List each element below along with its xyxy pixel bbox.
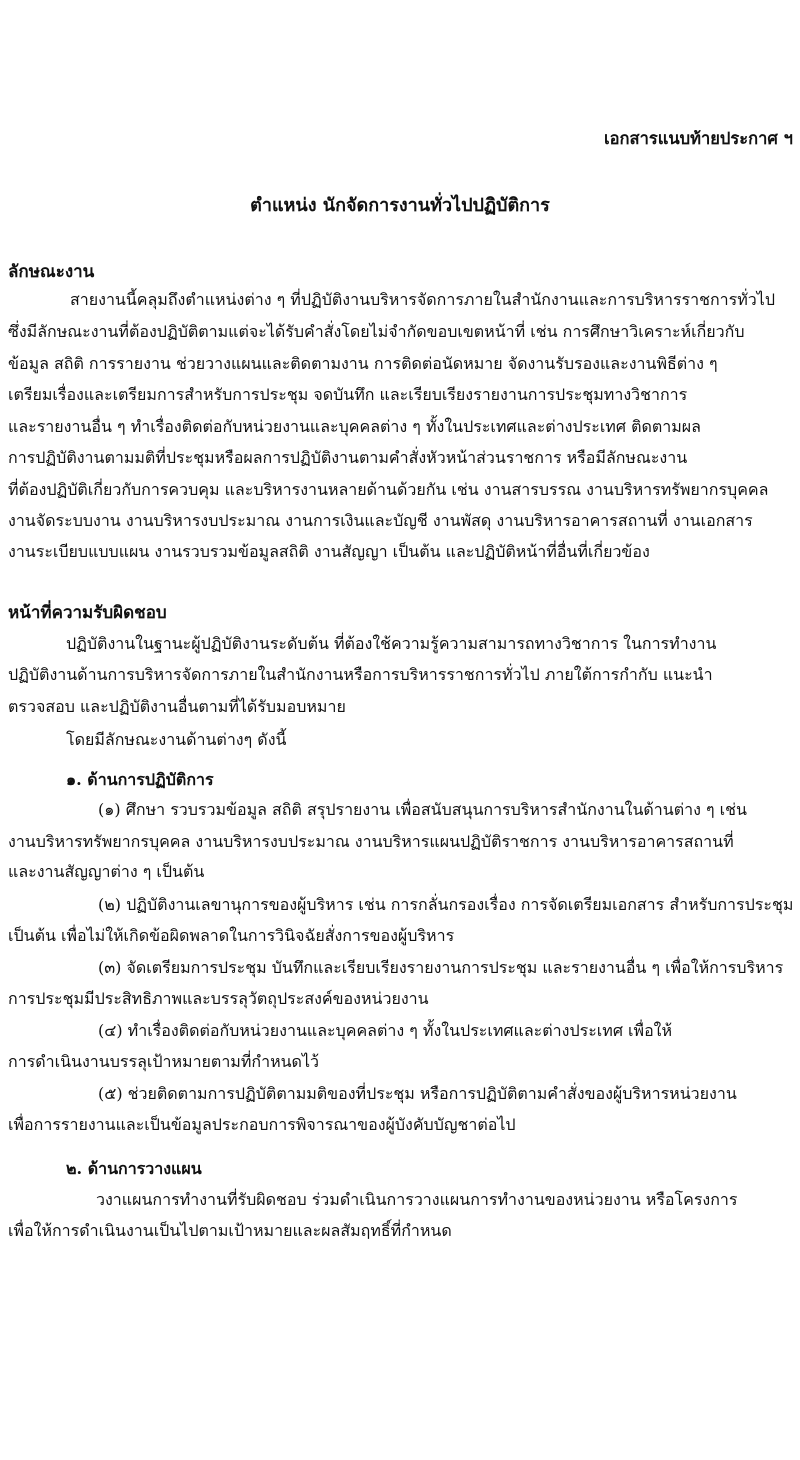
planning-line: วงาแผนการทำงานที่รับผิดชอบ ร่วมดำเนินการวางแผนการทำงานของหน่วยงาน หรือโครงการ: [96, 1190, 738, 1209]
duties-heading: หน้าที่ความรับผิดชอบ: [8, 603, 167, 623]
duties-line: ตรวจสอบ และปฏิบัติงานอื่นตามที่ได้รับมอบหมาย: [8, 697, 346, 716]
operations-item-line: การดำเนินงานบรรลุเป้าหมายตามที่กำหนดไว้: [8, 1052, 319, 1071]
page-title: ตำแหน่ง นักจัดการงานทั่วไปปฏิบัติการ: [250, 195, 550, 216]
planning-line: เพื่อให้การดำเนินงานเป็นไปตามเป้าหมายและผลสัมฤทธิ์ที่กำหนด: [8, 1221, 452, 1240]
operations-item-line: (๑) ศึกษา รวบรวมข้อมูล สถิติ สรุปรายงาน เพื่อสนับสนุนการบริหารสำนักงานในด้านต่าง ๆ เช่น: [98, 800, 747, 819]
nature-line: และรายงานอื่น ๆ ทำเรื่องติดต่อกับหน่วยงานและบุคคลต่าง ๆ ทั้งในประเทศและต่างประเทศ ติดตามผล: [8, 417, 701, 436]
duties-line: ปฏิบัติงานในฐานะผู้ปฏิบัติงานระดับต้น ที่ต้องใช้ความรู้ความสามารถทางวิชาการ ในการทำงาน: [66, 634, 717, 653]
nature-line: เตรียมเรื่องและเตรียมการสำหรับการประชุม จดบันทึก และเรียบเรียงรายงานการประชุมทางวิชาการ: [8, 385, 688, 404]
nature-line: ซึ่งมีลักษณะงานที่ต้องปฏิบัติตามแต่จะได้รับคำสั่งโดยไม่จำกัดขอบเขตหน้าที่ เช่น การศึกษาวิเคราะห์เกี่ยวกับ: [8, 322, 745, 341]
duties-line: ปฏิบัติงานด้านการบริหารจัดการภายในสำนักงานหรือการบริหารราชการทั่วไป ภายใต้การกำกับ แนะนำ: [8, 665, 713, 684]
nature-line: ข้อมูล สถิติ การรายงาน ช่วยวางแผนและติดตามงาน การติดต่อนัดหมาย จัดงานรับรองและงานพิธีต่าง ๆ: [8, 354, 718, 373]
operations-item-line: (๕) ช่วยติดตามการปฏิบัติตามมติของที่ประชุม หรือการปฏิบัติตามคำสั่งของผู้บริหารหน่วยงาน: [98, 1084, 737, 1103]
operations-heading: ๑. ด้านการปฏิบัติการ: [66, 770, 214, 789]
operations-item-line: งานบริหารทรัพยากรบุคคล งานบริหารงบประมาณ งานบริหารแผนปฏิบัติราชการ งานบริหารอาคารสถานที่: [8, 832, 734, 851]
document-reference: เอกสารแนบท้ายประกาศ ฯ: [604, 129, 793, 148]
duties-intro: โดยมีลักษณะงานด้านต่างๆ ดังนี้: [66, 730, 287, 749]
nature-heading: ลักษณะงาน: [8, 262, 95, 282]
operations-item-line: (๒) ปฏิบัติงานเลขานุการของผู้บริหาร เช่น การกลั่นกรองเรื่อง การจัดเตรียมเอกสาร สำหรับการประชุม: [98, 895, 794, 914]
nature-line: การปฏิบัติงานตามมติที่ประชุมหรือผลการปฏิบัติงานตามคำสั่งหัวหน้าส่วนราชการ หรือมีลักษณะงาน: [8, 448, 688, 467]
operations-item-line: การประชุมมีประสิทธิภาพและบรรลุวัตถุประสงค์ของหน่วยงาน: [8, 989, 429, 1008]
nature-line: ที่ต้องปฏิบัติเกี่ยวกับการควบคุม และบริหารงานหลายด้านด้วยกัน เช่น งานสารบรรณ งานบริหารทรัพยากรบุคคล: [8, 480, 769, 499]
operations-item-line: (๓) จัดเตรียมการประชุม บันทึกและเรียบเรียงรายงานการประชุม และรายงานอื่น ๆ เพื่อให้การบริหาร: [98, 958, 784, 977]
nature-line: สายงานนี้คลุมถึงตำแหน่งต่าง ๆ ที่ปฏิบัติงานบริหารจัดการภายในสำนักงานและการบริหารราชการทั่วไป: [70, 290, 775, 309]
nature-line: งานจัดระบบงาน งานบริหารงบประมาณ งานการเงินและบัญชี งานพัสดุ งานบริหารอาคารสถานที่ งานเอกสาร: [8, 511, 753, 530]
operations-item-line: และงานสัญญาต่าง ๆ เป็นต้น: [8, 862, 205, 881]
operations-item-line: (๔) ทำเรื่องติดต่อกับหน่วยงานและบุคคลต่าง ๆ ทั้งในประเทศและต่างประเทศ เพื่อให้: [98, 1021, 673, 1040]
planning-heading: ๒. ด้านการวางแผน: [66, 1159, 202, 1178]
operations-item-line: เป็นต้น เพื่อไม่ให้เกิดข้อผิดพลาดในการวินิจฉัยสั่งการของผู้บริหาร: [8, 926, 455, 945]
nature-line: งานระเบียบแบบแผน งานรวบรวมข้อมูลสถิติ งานสัญญา เป็นต้น และปฏิบัติหน้าที่อื่นที่เกี่ยวข้อง: [8, 542, 650, 561]
operations-item-line: เพื่อการรายงานและเป็นข้อมูลประกอบการพิจารณาของผู้บังคับบัญชาต่อไป: [8, 1115, 516, 1134]
